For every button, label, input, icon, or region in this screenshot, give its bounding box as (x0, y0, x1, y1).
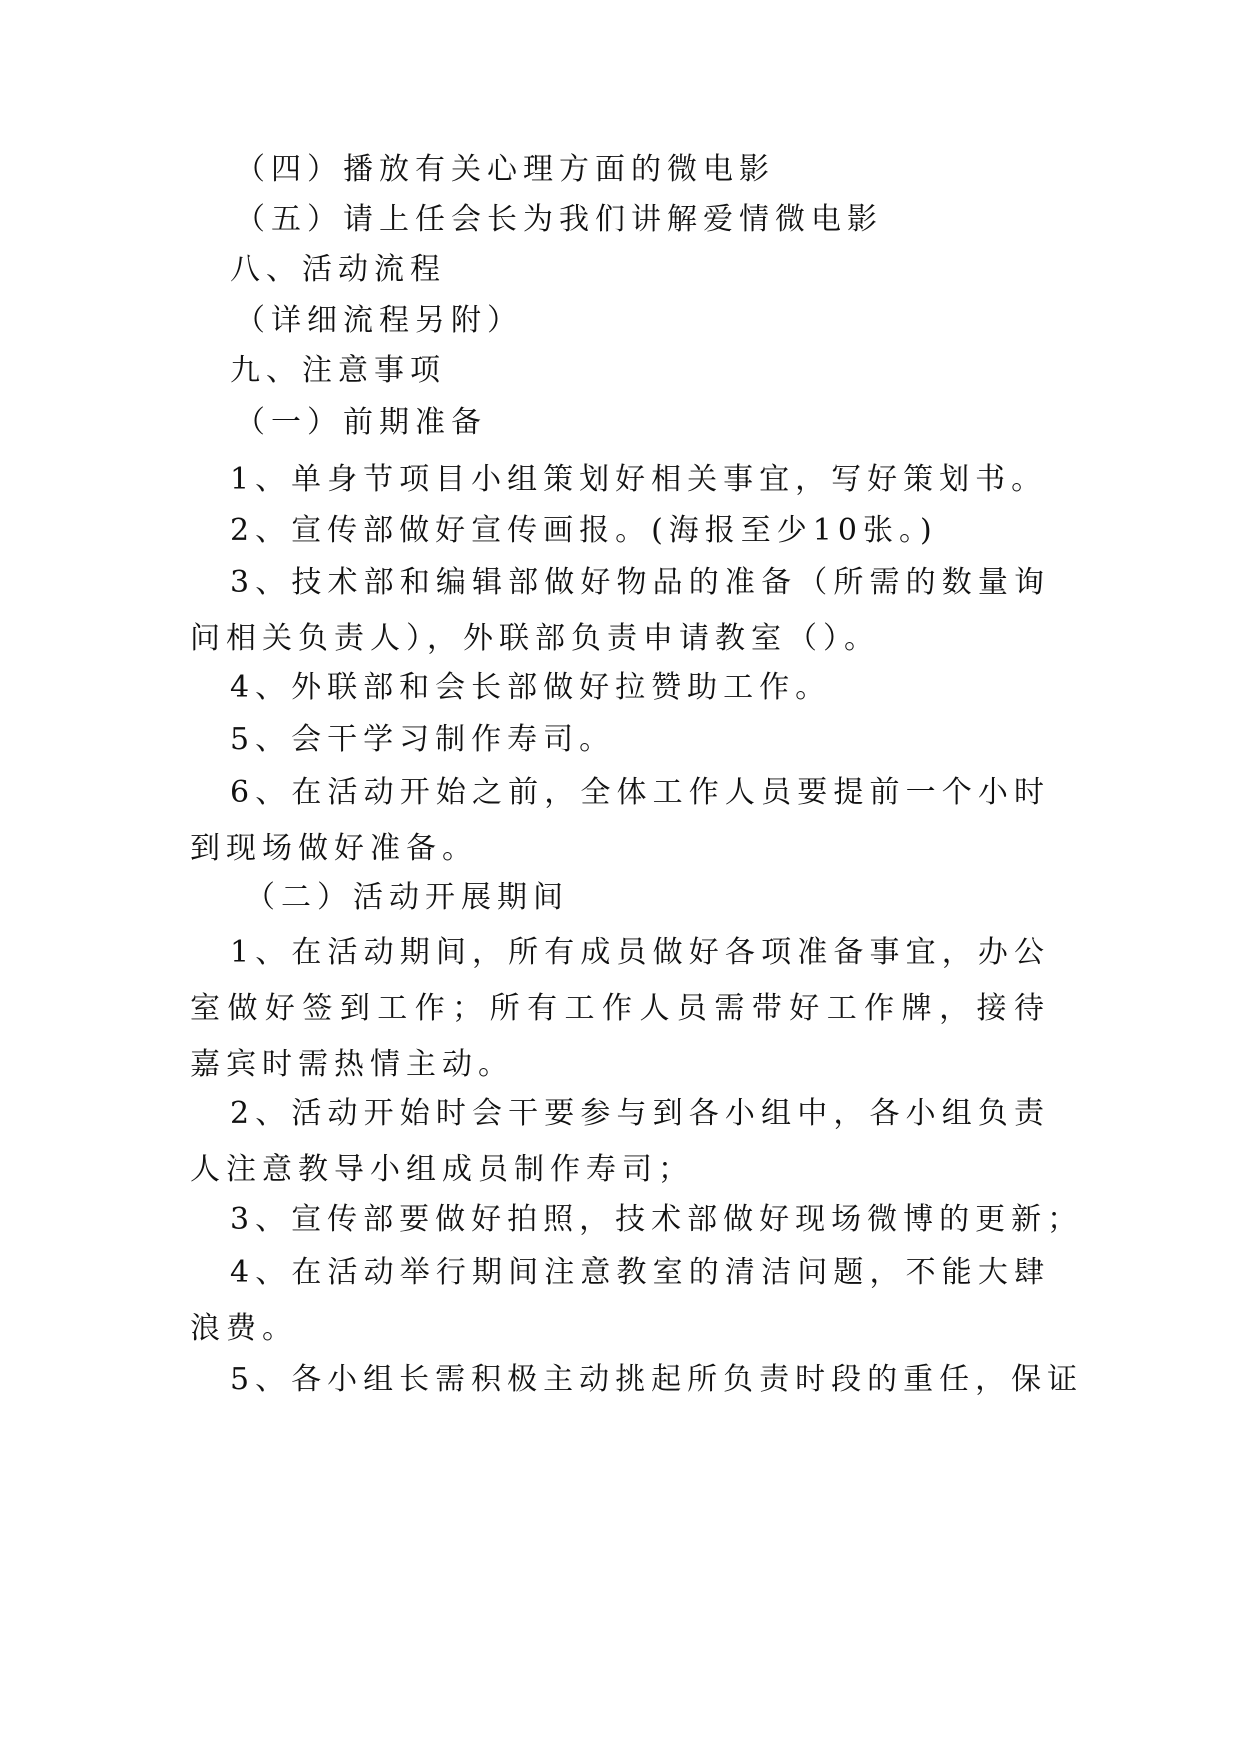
prep-item-5: 5、会干学习制作寿司。 (230, 722, 616, 757)
section-8-heading: 八、活动流程 (230, 252, 446, 287)
prep-item-4: 4、外联部和会长部做好拉赞助工作。 (230, 670, 832, 705)
during-item-3: 3、宣传部要做好拍照，技术部做好现场微博的更新； (230, 1202, 1084, 1237)
during-item-4: 4、在活动举行期间注意教室的清洁问题，不能大肆浪费。 (190, 1255, 1050, 1346)
process-note: （详细流程另附） (235, 303, 523, 338)
during-item-5: 5、各小组长需积极主动挑起所负责时段的重任，保证 (230, 1362, 1084, 1397)
subsection-2-heading: （二）活动开展期间 (245, 880, 569, 915)
during-item-1: 1、在活动期间，所有成员做好各项准备事宜，办公室做好签到工作；所有工作人员需带好工作牌，接待嘉宾时需热情主动。 (190, 935, 1050, 1082)
during-item-2: 2、活动开始时会干要参与到各小组中，各小组负责人注意教导小组成员制作寿司； (190, 1096, 1050, 1187)
prep-item-6: 6、在活动开始之前，全体工作人员要提前一个小时到现场做好准备。 (190, 775, 1050, 866)
subsection-1-heading: （一）前期准备 (235, 405, 487, 440)
prep-item-1: 1、单身节项目小组策划好相关事宜，写好策划书。 (230, 462, 1048, 497)
prep-item-3: 3、技术部和编辑部做好物品的准备（所需的数量询问相关负责人），外联部负责申请教室（）。 (190, 565, 1050, 656)
section-9-heading: 九、注意事项 (230, 353, 446, 388)
prep-item-2: 2、宣传部做好宣传画报。(海报至少10张。) (230, 513, 938, 548)
item-4-line: （四）播放有关心理方面的微电影 (235, 152, 775, 187)
item-5-line: （五）请上任会长为我们讲解爱情微电影 (235, 202, 883, 237)
